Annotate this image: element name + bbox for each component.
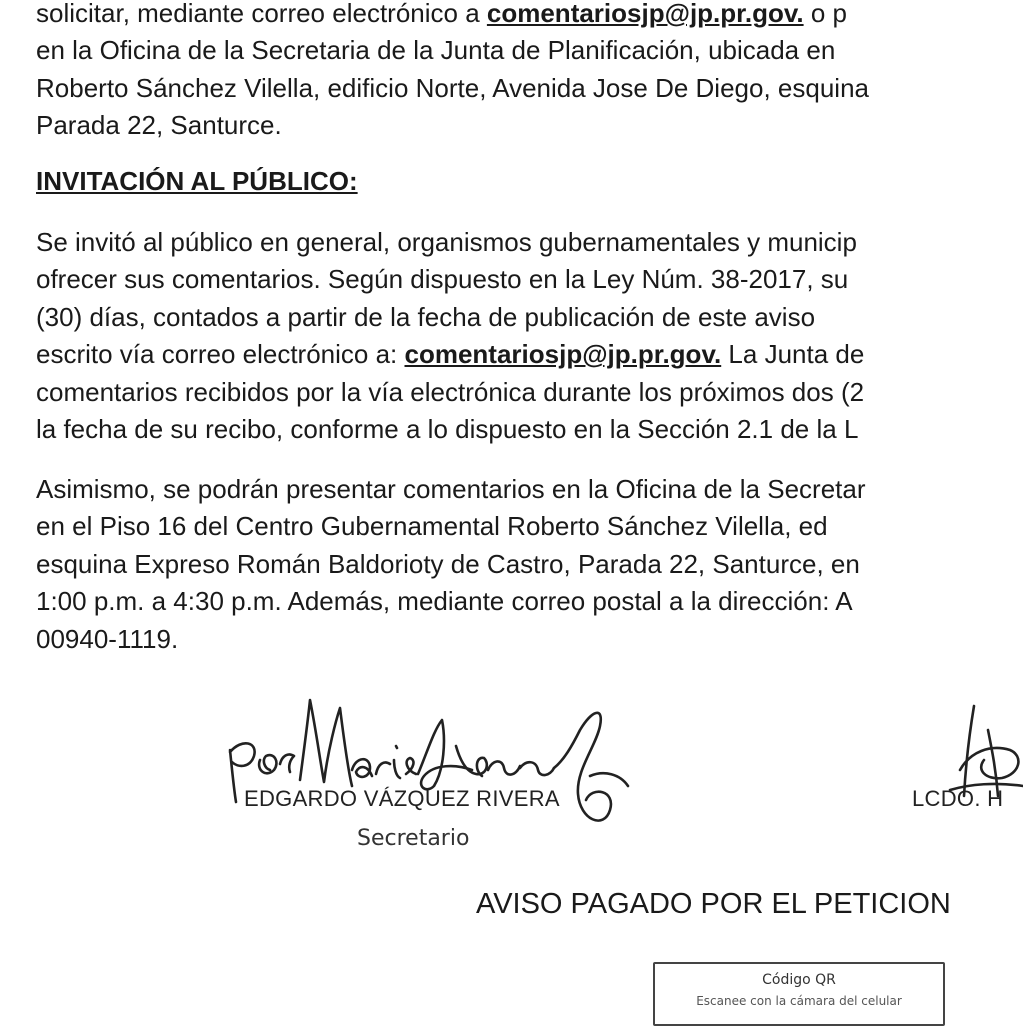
paragraph-line: 00940-1119. bbox=[36, 623, 179, 654]
paragraph-invitation bbox=[36, 224, 864, 448]
qr-subtitle: Escanee con la cámara del celular bbox=[696, 994, 902, 1008]
paragraph-line: en la Oficina de la Secretaria de la Junta de Planificación, ubicada en bbox=[36, 35, 836, 66]
signatory-name-right: LCDO. H bbox=[912, 786, 1004, 811]
signatory-title: Secretario bbox=[357, 826, 470, 851]
paragraph-line: ofrecer sus comentarios. Según dispuesto en la Ley Núm. 38-2017, su bbox=[36, 264, 849, 295]
email-link[interactable]: comentariosjp@jp.pr.gov. bbox=[486, 0, 804, 28]
paragraph-office bbox=[36, 471, 866, 658]
qr-code-box bbox=[653, 962, 945, 1026]
paragraph-line: Se invitó al público en general, organismos gubernamentales y municip bbox=[36, 227, 857, 257]
paragraph-line: comentarios recibidos por la vía electrónica durante los próximos dos (2 bbox=[36, 376, 865, 407]
text-segment: escrito vía correo electrónico a: bbox=[36, 339, 405, 370]
text-segment: o p bbox=[803, 0, 847, 28]
paragraph-line: 1:00 p.m. a 4:30 p.m. Además, mediante correo postal a la dirección: A bbox=[36, 586, 853, 617]
paragraph-line: (30) días, contados a partir de la fecha de publicación de este aviso bbox=[36, 301, 816, 332]
paragraph-line: Asimismo, se podrán presentar comentarios en la Oficina de la Secretar bbox=[36, 474, 866, 504]
paid-notice: AVISO PAGADO POR EL PETICION bbox=[476, 888, 951, 920]
paragraph-line: Roberto Sánchez Vilella, edificio Norte, Avenida Jose De Diego, esquina bbox=[36, 72, 869, 103]
paragraph-line bbox=[36, 336, 864, 373]
paragraph-line: la fecha de su recibo, conforme a lo dispuesto en la Sección 2.1 de la L bbox=[36, 414, 859, 445]
text-segment: La Junta de bbox=[721, 339, 865, 370]
email-link[interactable]: comentariosjp@jp.pr.gov. bbox=[404, 339, 722, 370]
paragraph-contact bbox=[36, 0, 869, 145]
section-heading: INVITACIÓN AL PÚBLICO: bbox=[36, 166, 358, 196]
text-segment: solicitar, mediante correo electrónico a bbox=[36, 0, 487, 28]
paragraph-line: Parada 22, Santurce. bbox=[36, 110, 282, 141]
qr-title: Código QR bbox=[762, 972, 836, 988]
paragraph-line: en el Piso 16 del Centro Gubernamental Roberto Sánchez Vilella, ed bbox=[36, 511, 828, 542]
paragraph-line bbox=[36, 0, 869, 32]
signatory-name: EDGARDO VÁZQUEZ RIVERA bbox=[244, 786, 560, 811]
paragraph-line: esquina Expreso Román Baldorioty de Castro, Parada 22, Santurce, en bbox=[36, 548, 860, 579]
